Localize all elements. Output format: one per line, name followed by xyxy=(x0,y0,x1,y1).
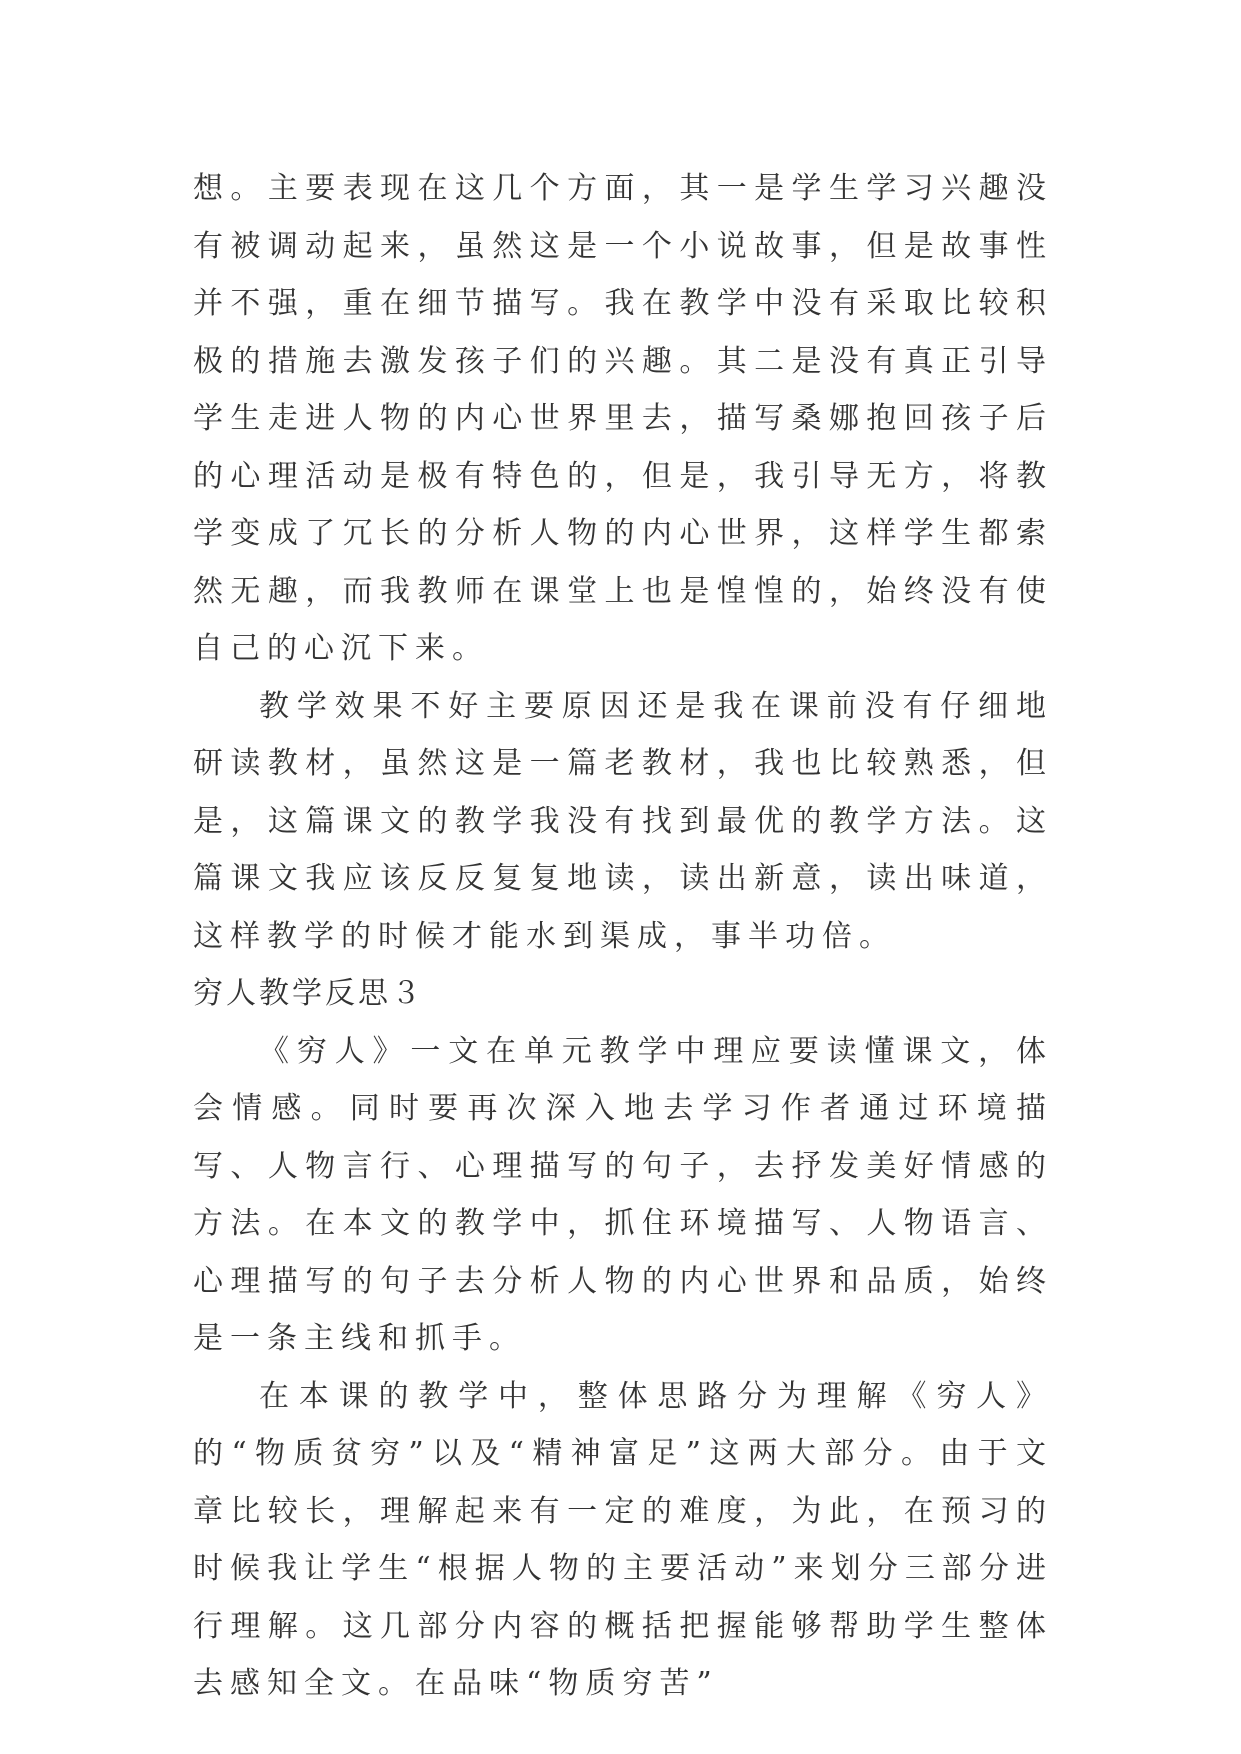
paragraph-3: 《穷人》一文在单元教学中理应要读懂课文，体会情感。同时要再次深入地去学习作者通过环境描写、人物言行、心理描写的句子，去抒发美好情感的方法。在本文的教学中，抓住环境描写、人物语言、心理描写的句子去分析人物的内心世界和品质，始终是一条主线和抓手。 xyxy=(193,1033,1053,1356)
paragraph-2: 教学效果不好主要原因还是我在课前没有仔细地研读教材，虽然这是一篇老教材，我也比较熟悉，但是，这篇课文的教学我没有找到最优的教学方法。这篇课文我应该反反复复地读，读出新意，读出味道，这样教学的时候才能水到渠成，事半功倍。 xyxy=(193,688,1053,954)
paragraph-1: 想。主要表现在这几个方面，其一是学生学习兴趣没有被调动起来，虽然这是一个小说故事，但是故事性并不强，重在细节描写。我在教学中没有采取比较积极的措施去激发孩子们的兴趣。其二是没有真正引导学生走进人物的内心世界里去，描写桑娜抱回孩子后的心理活动是极有特色的，但是，我引导无方，将教学变成了冗长的分析人物的内心世界，这样学生都索然无趣，而我教师在课堂上也是惶惶的，始终没有使自己的心沉下来。 xyxy=(193,171,1053,666)
section-heading: 穷人教学反思３ xyxy=(193,976,424,1011)
document-body xyxy=(193,160,1053,1713)
paragraph-4: 在本课的教学中，整体思路分为理解《穷人》的“物质贫穷”以及“精神富足”这两大部分。由于文章比较长，理解起来有一定的难度，为此，在预习的时候我让学生“根据人物的主要活动”来划分三部分进行理解。这几部分内容的概括把握能够帮助学生整体去感知全文。在品味“物质穷苦” xyxy=(193,1378,1053,1701)
